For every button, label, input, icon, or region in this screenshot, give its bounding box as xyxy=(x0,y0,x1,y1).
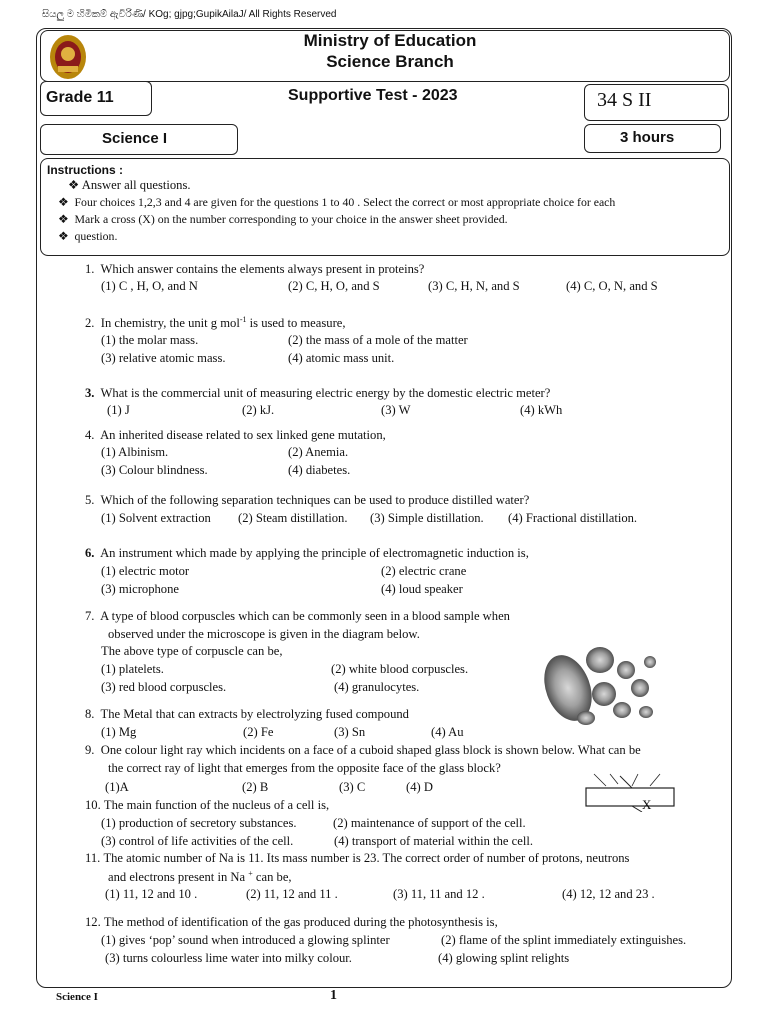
question-9-line-2: the correct ray of light that emerges from the opposite face of the glass block? xyxy=(108,761,501,775)
q3-option-4[interactable]: (4) kWh xyxy=(520,403,563,417)
q5-option-4[interactable]: (4) Fractional distillation. xyxy=(508,511,638,525)
instruction-item: ❖ Answer all questions. xyxy=(68,178,191,192)
rights-notice: සියලු ම හිමිකම් ඇවිරිණි/ KOg; gjpg;GupikAilaJ/ All Rights Reserved xyxy=(42,9,337,20)
q11-option-4[interactable]: (4) 12, 12 and 23 . xyxy=(562,887,655,901)
instruction-item: ❖ question. xyxy=(58,229,118,243)
q11-option-1[interactable]: (1) 11, 12 and 10 . xyxy=(105,887,198,901)
q5-option-1[interactable]: (1) Solvent extraction xyxy=(101,511,211,525)
q1-option-1[interactable]: (1) C , H, O, and N xyxy=(101,279,198,293)
glass-block-diagram xyxy=(580,770,680,812)
question-4: 4. An inherited disease related to sex linked gene mutation, xyxy=(85,428,386,442)
q10-option-1[interactable]: (1) production of secretory substances. xyxy=(101,816,297,830)
footer-subject: Science I xyxy=(56,991,98,1003)
q7-option-2[interactable]: (2) white blood corpuscles. xyxy=(331,662,469,676)
q12-option-3[interactable]: (3) turns colourless lime water into milky colour. xyxy=(105,951,352,965)
q7-option-4[interactable]: (4) granulocytes. xyxy=(334,680,420,694)
q9-option-4[interactable]: (4) D xyxy=(406,780,433,794)
q12-option-1[interactable]: (1) gives ‘pop’ sound when introduced a glowing splinter xyxy=(101,933,390,947)
question-7-line-3: The above type of corpuscle can be, xyxy=(101,644,283,658)
bullet-icon: ❖ xyxy=(58,229,72,243)
q6-option-2[interactable]: (2) electric crane xyxy=(381,564,467,578)
question-7: 7. A type of blood corpuscles which can be commonly seen in a blood sample when xyxy=(85,609,510,623)
bullet-icon: ❖ xyxy=(58,195,72,209)
bullet-icon: ❖ xyxy=(68,178,82,192)
q3-option-3[interactable]: (3) W xyxy=(381,403,411,417)
question-8: 8. The Metal that can extracts by electrolyzing fused compound xyxy=(85,707,409,721)
q10-option-4[interactable]: (4) transport of material within the cell. xyxy=(334,834,533,848)
question-5: 5. Which of the following separation techniques can be used to produce distilled water? xyxy=(85,493,530,507)
question-3: 3. What is the commercial unit of measuring electric energy by the domestic electric meter? xyxy=(85,386,551,400)
blood-cells-diagram xyxy=(542,638,660,730)
q1-option-3[interactable]: (3) C, H, N, and S xyxy=(428,279,520,293)
q4-option-3[interactable]: (3) Colour blindness. xyxy=(101,463,208,477)
q10-option-2[interactable]: (2) maintenance of support of the cell. xyxy=(333,816,526,830)
q5-option-2[interactable]: (2) Steam distillation. xyxy=(238,511,348,525)
instructions-title: Instructions : xyxy=(47,163,124,177)
q4-option-2[interactable]: (2) Anemia. xyxy=(288,445,349,459)
question-1: 1. Which answer contains the elements always present in proteins? xyxy=(85,262,425,276)
instruction-item: ❖ Mark a cross (X) on the number corresponding to your choice in the answer sheet provided. xyxy=(58,212,508,226)
q12-option-2[interactable]: (2) flame of the splint immediately extinguishes. xyxy=(441,933,687,947)
q8-option-3[interactable]: (3) Sn xyxy=(334,725,366,739)
q12-option-4[interactable]: (4) glowing splint relights xyxy=(438,951,570,965)
page-number: 1 xyxy=(330,988,337,1003)
test-title: Supportive Test - 2023 xyxy=(288,87,458,104)
grade-label: Grade 11 xyxy=(46,89,114,106)
q6-option-1[interactable]: (1) electric motor xyxy=(101,564,190,578)
question-7-line-2: observed under the microscope is given in the diagram below. xyxy=(108,627,420,641)
question-6: 6. An instrument which made by applying the principle of electromagnetic induction is, xyxy=(85,546,529,560)
branch-title: Science Branch xyxy=(326,52,454,71)
question-10: 10. The main function of the nucleus of a cell is, xyxy=(85,798,330,812)
q4-option-4[interactable]: (4) diabetes. xyxy=(288,463,351,477)
q8-option-2[interactable]: (2) Fe xyxy=(243,725,274,739)
q1-option-4[interactable]: (4) C, O, N, and S xyxy=(566,279,658,293)
q2-option-4[interactable]: (4) atomic mass unit. xyxy=(288,351,395,365)
question-2: 2. In chemistry, the unit g mol$^{-1}$ is used to measure, xyxy=(85,315,346,331)
bullet-icon: ❖ xyxy=(58,212,72,226)
q9-option-2[interactable]: (2) B xyxy=(242,780,269,794)
subject-label: Science I xyxy=(102,130,168,147)
q3-option-1[interactable]: (1) J xyxy=(107,403,130,417)
paper-code: 34 S II xyxy=(597,89,652,111)
q10-option-3[interactable]: (3) control of life activities of the cell. xyxy=(101,834,294,848)
instruction-item: ❖ Four choices 1,2,3 and 4 are given for the questions 1 to 40 . Select the correct or most appropriate choice for each xyxy=(58,195,616,209)
q2-option-1[interactable]: (1) the molar mass. xyxy=(101,333,199,347)
q2-option-2[interactable]: (2) the mass of a mole of the matter xyxy=(288,333,468,347)
q7-option-1[interactable]: (1) platelets. xyxy=(101,662,164,676)
q8-option-1[interactable]: (1) Mg xyxy=(101,725,137,739)
emblem-icon xyxy=(46,32,90,82)
q6-option-3[interactable]: (3) microphone xyxy=(101,582,179,596)
question-9: 9. One colour light ray which incidents on a face of a cuboid shaped glass block is shown below. What can be xyxy=(85,743,641,757)
q9-option-3[interactable]: (3) C xyxy=(339,780,366,794)
q3-option-2[interactable]: (2) kJ. xyxy=(242,403,275,417)
ministry-title: Ministry of Education xyxy=(303,31,477,50)
question-11-line-2: and electrons present in Na + can be, xyxy=(108,869,292,885)
q5-option-3[interactable]: (3) Simple distillation. xyxy=(370,511,484,525)
q1-option-2[interactable]: (2) C, H, O, and S xyxy=(288,279,380,293)
q9-option-1[interactable]: (1)A xyxy=(105,780,129,794)
q11-option-3[interactable]: (3) 11, 11 and 12 . xyxy=(393,887,485,901)
q8-option-4[interactable]: (4) Au xyxy=(431,725,464,739)
q11-option-2[interactable]: (2) 11, 12 and 11 . xyxy=(246,887,338,901)
question-11: 11. The atomic number of Na is 11. Its mass number is 23. The correct order of number of protons, neutrons xyxy=(85,851,630,865)
q4-option-1[interactable]: (1) Albinism. xyxy=(101,445,169,459)
q6-option-4[interactable]: (4) loud speaker xyxy=(381,582,463,596)
glass-block-label: X xyxy=(642,797,652,812)
question-12: 12. The method of identification of the gas produced during the photosynthesis is, xyxy=(85,915,498,929)
q7-option-3[interactable]: (3) red blood corpuscles. xyxy=(101,680,227,694)
q2-option-3[interactable]: (3) relative atomic mass. xyxy=(101,351,226,365)
duration-label: 3 hours xyxy=(620,129,675,146)
